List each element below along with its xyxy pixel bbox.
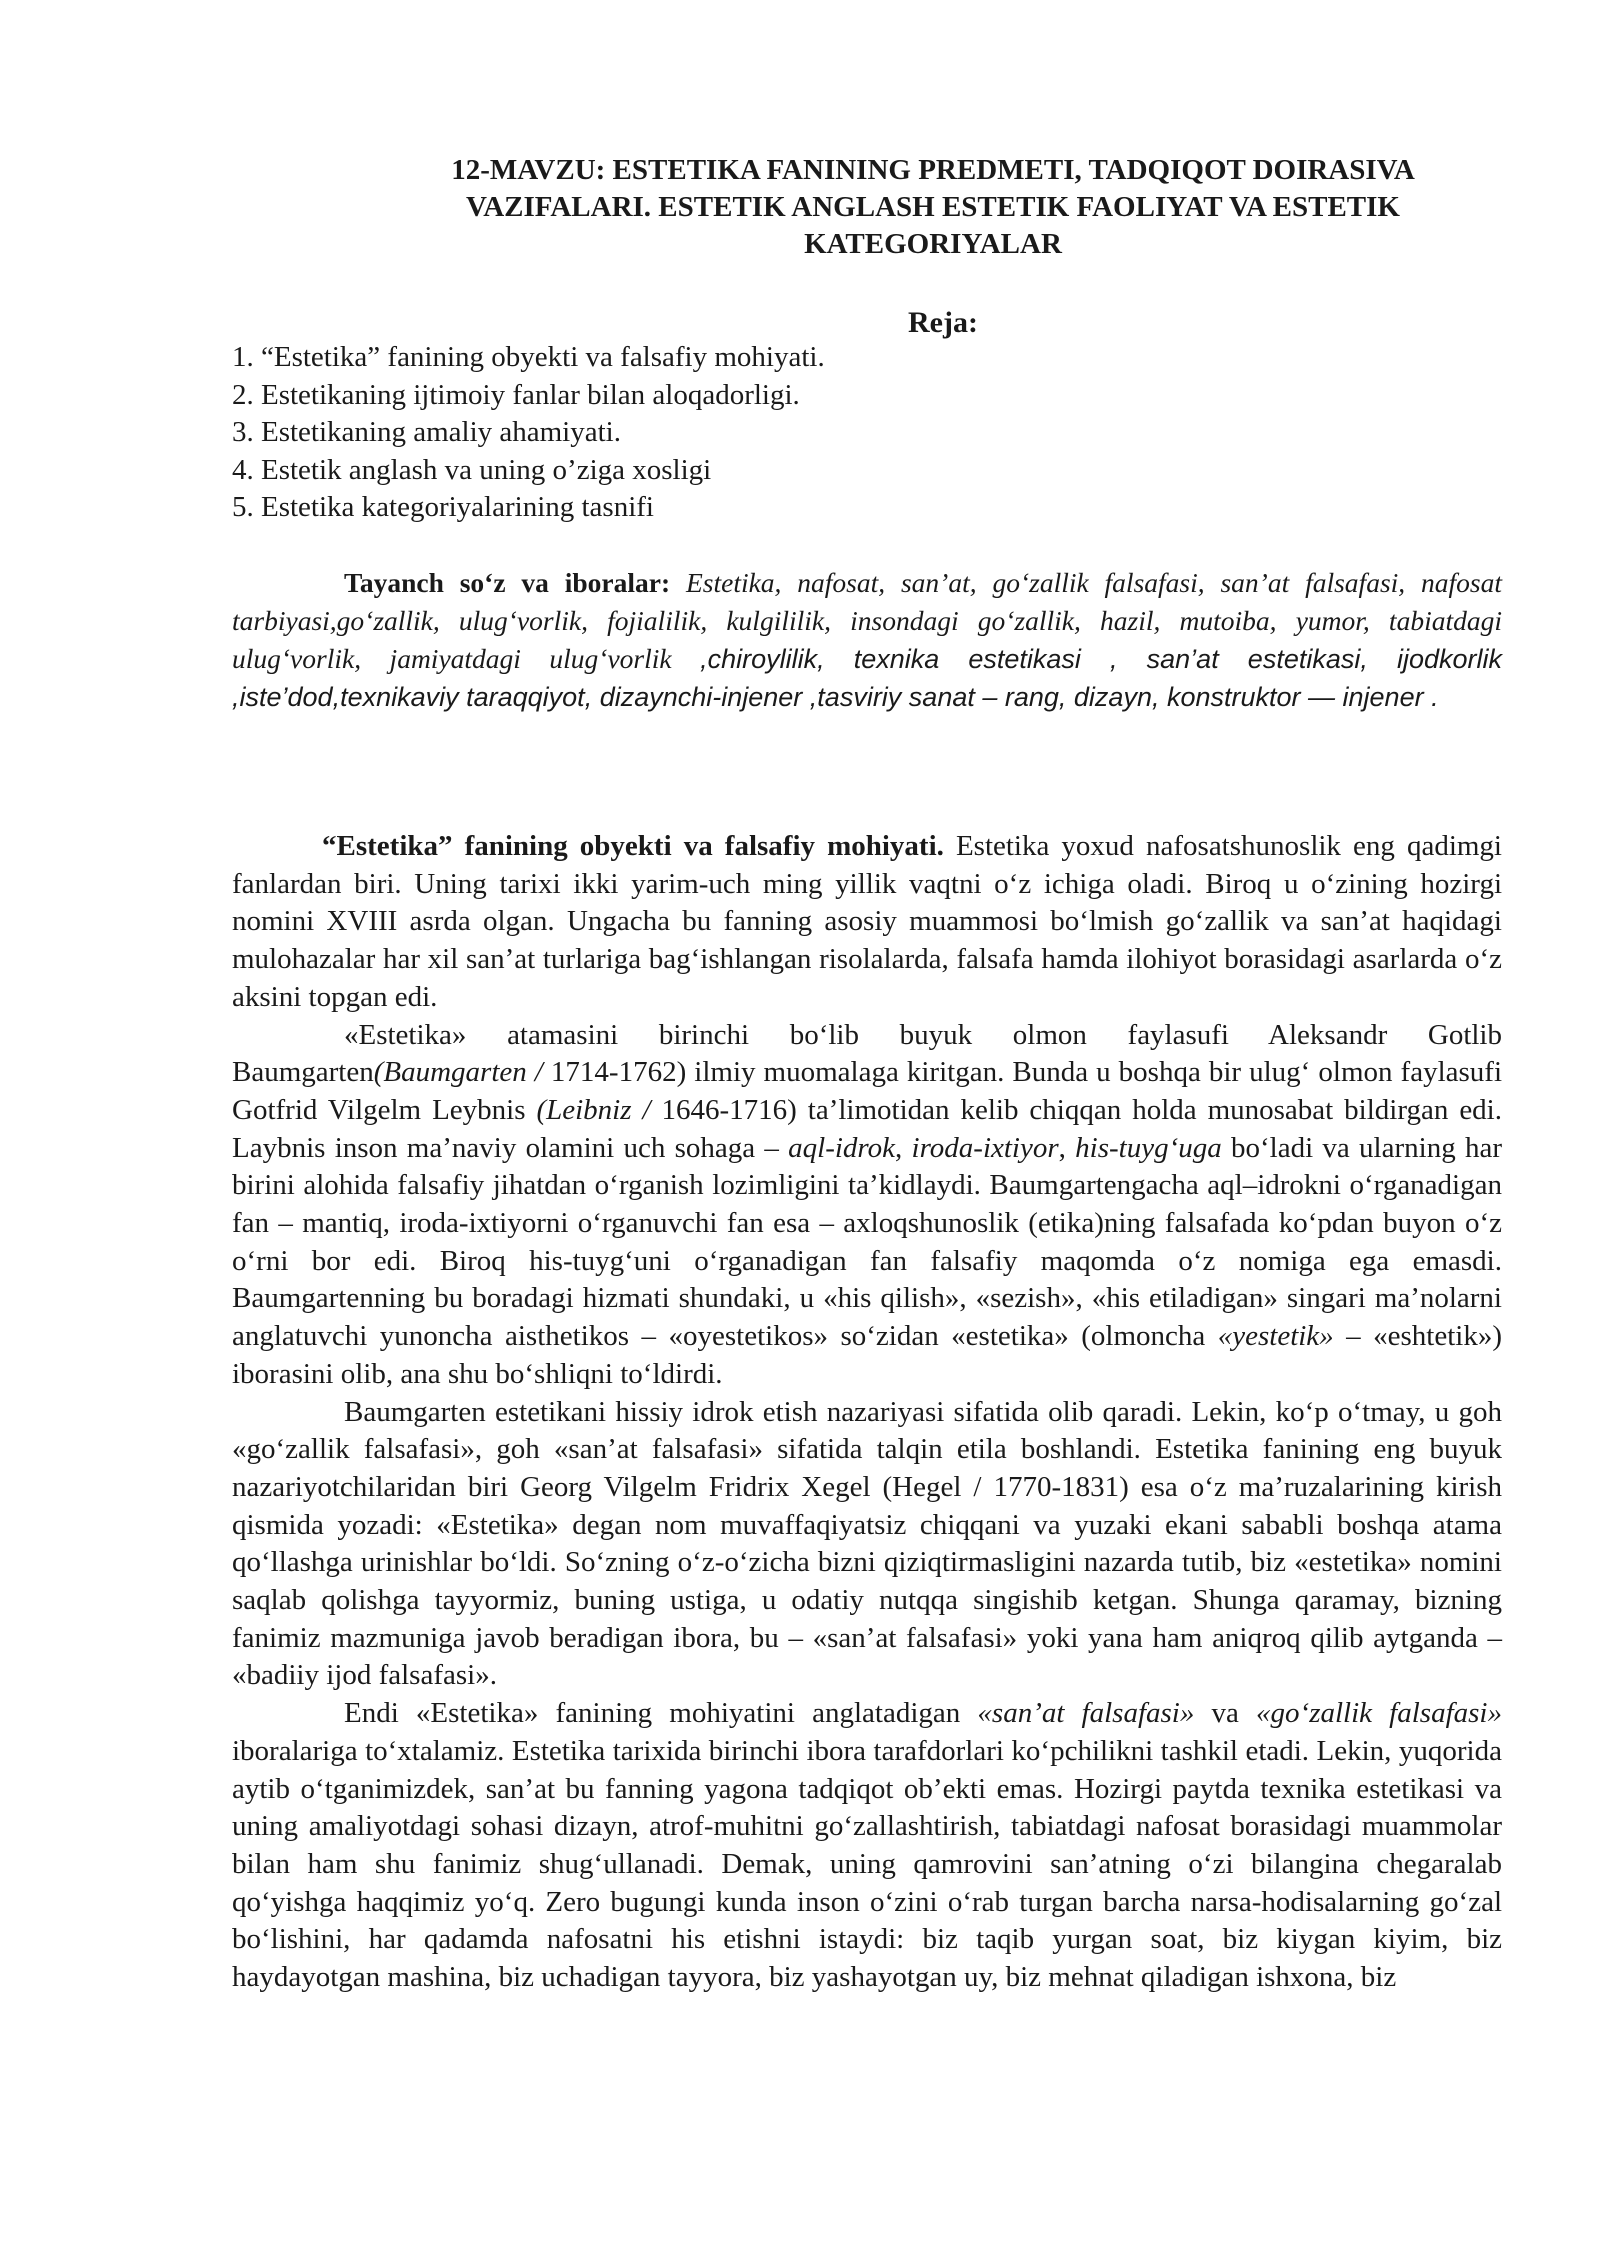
title-line-1: 12-MAVZU: ESTETIKA FANINING PREDMETI, TADQIQOT DOIRASIVA xyxy=(451,154,1415,186)
paragraph-text: «Estetika» atamasini birinchi bo‘lib buyuk olmon faylasufi Aleksandr Gotlib Baumgarten xyxy=(232,1018,1502,1089)
paragraph-italic: «san’at falsafasi» xyxy=(977,1697,1195,1730)
paragraph-text: , xyxy=(895,1131,912,1164)
paragraph-italic: «yestetik» xyxy=(1217,1320,1334,1353)
paragraph-3: Baumgarten estetikani hissiy idrok etish nazariyasi sifatida olib qaradi. Lekin, ko‘p o‘tmay, u goh «go‘zallik falsafasi», goh «san’at falsafasi» sifatida talqin etila boshlandi. Estetika fanining eng buyuk nazariyotchilaridan biri Georg Vilgelm Fridrix Xegel (Hegel / 1770-1831) esa o‘z ma’ruzalarining kirish qismida yozadi: «Estetika» degan nom muvaffaqiyatsiz chiqqani va yuzaki ekani sababli boshqa atama qo‘llashga urinishlar bo‘ldi. So‘zning o‘z-o‘zicha bizni qiziqtirmasligini nazarda tutib, biz «estetika» nomini saqlab qolishga tayyormiz, buning ustiga, u odatiy nutqqa singishib ketgan. Shunga qaramay, bizning fanimiz mazmuniga javob beradigan ibora, bu – «san’at falsafasi» yoki yana ham aniqroq qilib aytganda – «badiiy ijod falsafasi». xyxy=(232,1395,1502,1692)
plan-item: 2. Estetikaning ijtimoiy fanlar bilan aloqadorligi. xyxy=(232,378,800,411)
paragraph-italic: (Leibniz / xyxy=(536,1093,651,1126)
paragraph-4 xyxy=(232,1695,1502,1997)
paragraph-text: iboralariga to‘xtalamiz. Estetika tarixida birinchi ibora tarafdorlari ko‘pchilikni tashkil etadi. Lekin, yuqorida aytib o‘tganimizdek, san’at bu fanning yagona tadqiqot ob’ekti emas. Hozirgi paytda texnika estetikasi va uning amaliyotdagi sohasi dizayn, atrof-muhitni go‘zallashtirish, tabiatdagi nafosat borasidagi muammolar bilan ham shu fanimiz shug‘ullanadi. Demak, uning qamrovini san’atning o‘zi bilangina chegaralab qo‘yishga haqqimiz yo‘q. Zero bugungi kunda inson o‘zini o‘rab turgan barcha narsa-hodisalarning go‘zal bo‘lishini, har qadamda nafosatni his etishni istaydi: biz taqib yurgan soat, biz kiygan kiyim, biz haydayotgan mashina, biz uchadigan tayyora, biz yashayotgan uy, biz mehnat qiladigan ishxona, biz xyxy=(232,1734,1502,1994)
paragraph-italic: his-tuyg‘uga xyxy=(1075,1131,1222,1164)
paragraph-italic: aql-idrok xyxy=(788,1131,895,1164)
paragraph-2 xyxy=(232,1017,1502,1394)
section-heading: “Estetika” fanining obyekti va falsafiy mohiyati. xyxy=(322,830,944,862)
plan-item: 5. Estetika kategoriyalarining tasnifi xyxy=(232,491,654,523)
paragraph-text: bo‘ladi va ularning har birini alohida falsafiy jihatdan o‘rganish lozimligini ta’kidlaydi. Baumgartengacha aql–idrokni o‘rganadigan fan – mantiq, iroda-ixtiyorni o‘rganuvchi fan esa – axloqshunoslik (etika)ning falsafada ko‘pdan buyon o‘z o‘rni bor edi. Biroq his-tuyg‘uni o‘rganadigan fan falsafiy maqomda o‘z nomiga ega emasdi. Baumgartenning bu boradagi hizmati shundaki, u «his qilish», «sezish», «his etiladigan» singari ma’nolarni anglatuvchi yunoncha aisthetikos – «oyestetikos» so‘zidan «estetika» (olmoncha xyxy=(232,1131,1502,1353)
keywords-lead: Tayanch so‘z va iboralar: xyxy=(344,567,671,598)
paragraph-text: 1646-1716) ta’limotidan kelib chiqqan holda munosabat bildirgan edi. Laybnis inson ma’naviy olamini uch sohaga – xyxy=(232,1093,1502,1164)
title-line-2: VAZIFALARI. ESTETIK ANGLASH ESTETIK FAOLIYAT VA ESTETIK xyxy=(466,191,1400,223)
plan-item: 4. Estetik anglash va uning o’ziga xosligi xyxy=(232,453,712,486)
paragraph-italic: iroda-ixtiyor xyxy=(911,1131,1059,1164)
paragraph-text: , xyxy=(1058,1131,1076,1164)
keywords-paragraph xyxy=(232,564,1502,716)
section-body xyxy=(232,828,1502,1997)
title-line-3: KATEGORIYALAR xyxy=(804,228,1062,260)
document-title xyxy=(368,152,1498,263)
paragraph-text: 1714-1762) ilmiy muomalaga kiritgan. Bunda u boshqa bir ulug‘ olmon faylasufi Gotfrid Vilgelm Leybnis xyxy=(232,1056,1502,1126)
plan-item: 1. “Estetika” fanining obyekti va falsafiy mohiyati. xyxy=(232,341,825,373)
keywords-list-serif: Estetika, nafosat, san’at, go‘zallik falsafasi, san’at falsafasi, nafosat tarbiyasi,go‘zallik, ulug‘vorlik, fojialilik, kulgililik, insondagi go‘zallik, hazil, mutoiba, yumor, tabiatdagi ulug‘vorlik, jamiyatdagi ulug‘vorlik xyxy=(232,567,1502,674)
plan-heading: Reja: xyxy=(908,306,978,339)
paragraph-italic: (Baumgarten / xyxy=(373,1056,543,1089)
paragraph-1 xyxy=(232,828,1502,1017)
paragraph-text: va xyxy=(1194,1697,1257,1730)
paragraph-text: Endi «Estetika» fanining mohiyatini anglatadigan xyxy=(344,1697,978,1730)
paragraph-italic: «go‘zallik falsafasi» xyxy=(1256,1697,1502,1730)
keywords-list-sans: ,chiroylilik, texnika estetikasi , san’at estetikasi, ijodkorlik ,iste’dod,texnikaviy taraqqiyot, dizaynchi-injener ,tasviriy sanat – rang, dizayn, konstruktor — injener . xyxy=(232,644,1502,712)
paragraph-text: Estetika yoxud nafosatshunoslik eng qadimgi fanlardan biri. Uning tarixi ikki yarim-uch ming yillik vaqtni o‘z ichiga oladi. Biroq u o‘zining hozirgi nomini XVIII asrda olgan. Ungacha bu fanning asosiy muammosi bo‘lmish go‘zallik va san’at haqidagi mulohazalar har xil san’at turlariga bag‘ishlangan risolalarda, falsafa hamda ilohiyot borasidagi asarlarda o‘z aksini topgan edi. xyxy=(232,830,1502,1013)
plan-list xyxy=(232,339,1232,527)
plan-item: 3. Estetikaning amaliy ahamiyati. xyxy=(232,416,621,448)
paragraph-text: – «eshtetik») iborasini olib, ana shu bo‘shliqni to‘ldirdi. xyxy=(232,1320,1503,1390)
